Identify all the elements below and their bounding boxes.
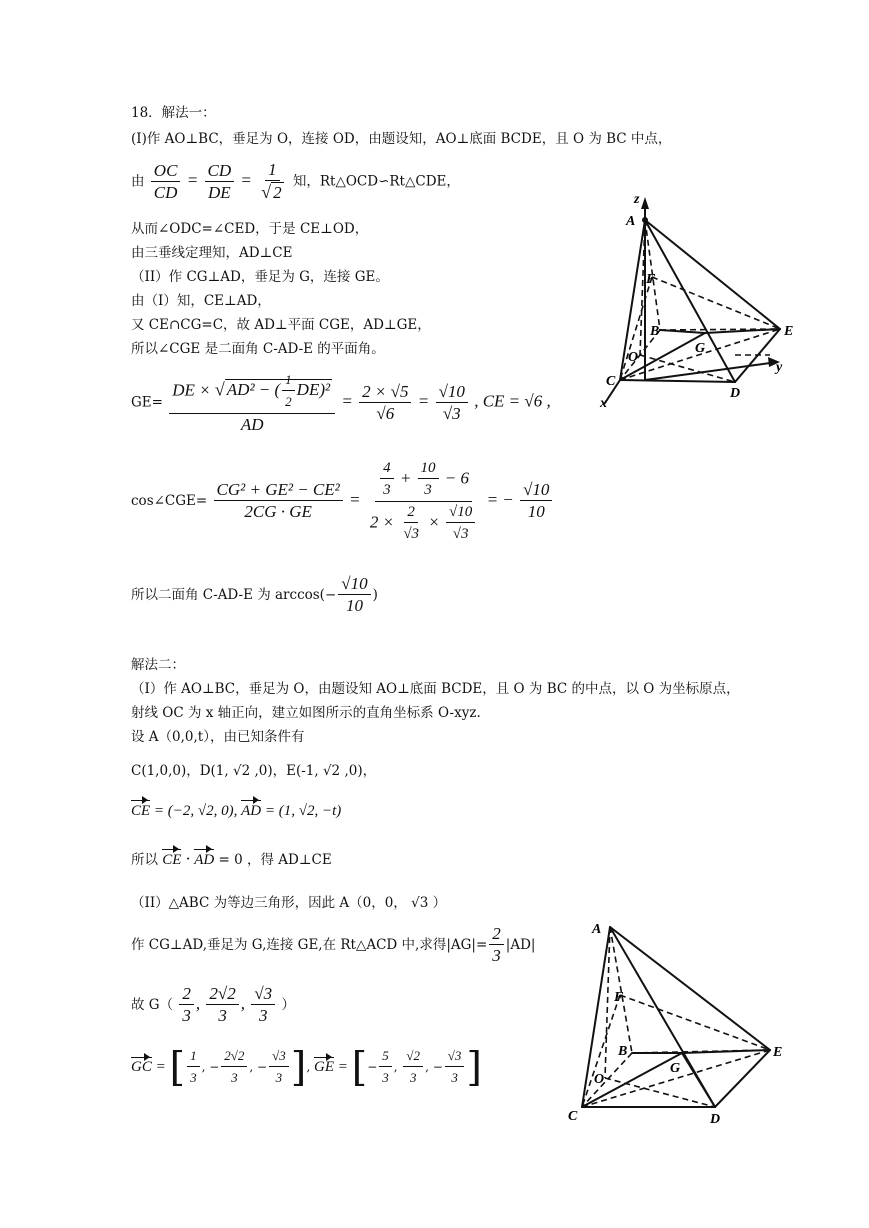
- text: , CE = √6 ,: [474, 391, 551, 411]
- cos-equation: cos∠CGE= $\frac{\text{CG² + GE² − CE²}}{2CG \cdot GE}$ = $\frac{4}{3}$ + $\frac{10}{3}$ − 6 2 × $\frac{2}{√3}$ × $\frac{√10}{√3}$ = − $\frac{√10}{10}$: [131, 458, 554, 545]
- vector-ce: CE: [131, 803, 151, 819]
- vector-ad: AD: [194, 852, 215, 868]
- vector-ce: CE: [162, 852, 182, 868]
- ge-equation: GE= DE × √ AD² − ( $\frac{1}{2}$ DE)² AD = $\frac{2 \times √5}{√6}$ = $\frac{√10}{√3}$ , CE = √6 ,: [131, 372, 551, 434]
- text-line: （II）△ABC 为等边三角形，因此 A（0，0， √3 ）: [131, 895, 447, 911]
- label-C: C: [568, 1109, 578, 1124]
- edge-FE: [620, 995, 770, 1050]
- text-line: 由（I）知，CE⊥AD，: [131, 293, 271, 309]
- vertex-A: [642, 217, 648, 223]
- fraction: DE × √ AD² − ( $\frac{1}{2}$ DE)² AD: [169, 370, 335, 436]
- edge-DE: [715, 1050, 770, 1107]
- label-D: D: [710, 1112, 721, 1127]
- label-z: z: [634, 192, 640, 207]
- text-line: （I）作 AO⊥BC，垂足为 O，由题设知 AO⊥底面 BCDE，且 O 为 BC 的中点，以 O 为坐标原点，: [131, 681, 740, 697]
- text: 知，Rt△OCD∽Rt△CDE，: [292, 173, 460, 190]
- label-x: x: [600, 396, 607, 411]
- vector-ge: GE: [313, 1059, 334, 1075]
- edge-OD: [605, 1078, 715, 1107]
- text-line: 由三垂线定理知，AD⊥CE: [131, 245, 293, 261]
- fraction: $\frac{2}{3}$: [179, 984, 194, 1027]
- text-line: （II）作 CG⊥AD，垂足为 G，连接 GE。: [131, 269, 389, 285]
- text: 所以二面角 C-AD-E 为 arccos(−: [131, 587, 337, 603]
- edge-AE: [610, 927, 770, 1050]
- label-A: A: [592, 922, 602, 937]
- coordinates-line: C(1,0,0)，D(1, √2 ,0)，E(-1, √2 ,0)，: [131, 763, 377, 779]
- pyramid-figure-2: [560, 915, 790, 1130]
- vector-gc: GC: [131, 1059, 152, 1075]
- fraction: $\frac{OC}{CD}$: [151, 161, 181, 204]
- fraction: $\frac{2}{3}$: [489, 924, 504, 967]
- text-line: 所以∠CGE 是二面角 C-AD-E 的平面角。: [131, 341, 385, 357]
- label-E: E: [784, 324, 794, 339]
- text-line: 又 CE∩CG=C，故 AD⊥平面 CGE，AD⊥GE，: [131, 317, 431, 333]
- label-D: D: [730, 386, 741, 401]
- text-line: 射线 OC 为 x 轴正向，建立如图所示的直角坐标系 O-xyz.: [131, 705, 481, 721]
- text-line: 设 A（0,0,t），由已知条件有: [131, 729, 305, 745]
- gc-ge-vectors: GC = [ $\frac{1}{3}$ , − $\frac{2√2}{3}$ , − $\frac{√3}{3}$ ], GE = [− $\frac{5}{3}$ , $\frac{√2}{3}$ , − $\frac{√3}{3}$ ]: [131, 1044, 482, 1091]
- label-y: y: [776, 360, 783, 375]
- fraction: $\frac{√10}{√3}$: [436, 382, 468, 425]
- edge-AE: [645, 220, 780, 329]
- label: cos∠CGE=: [131, 493, 208, 509]
- fraction: $\frac{2 \times √5}{√6}$: [359, 382, 411, 425]
- g-coordinates: 故 G（ $\frac{2}{3}$ , $\frac{2√2}{3}$ , $\frac{√3}{3}$ ）: [131, 984, 295, 1025]
- edge-BE: [660, 329, 780, 330]
- label-A: A: [626, 214, 636, 229]
- fraction: $\frac{\text{CG² + GE² − CE²}}{2CG \cdot GE}$: [214, 480, 343, 523]
- ag-line: 作 CG⊥AD,垂足为 G,连接 GE,在 Rt△ACD 中,求得|AG|= $\frac{2}{3}$ |AD|: [131, 924, 536, 965]
- label-B: B: [618, 1044, 628, 1059]
- vector-line: CE = (−2, √2, 0), AD = (1, √2, −t): [131, 803, 342, 819]
- text: 由: [131, 173, 145, 190]
- label: GE=: [131, 394, 163, 411]
- fraction: $\frac{4}{3}$ + $\frac{10}{3}$ − 6 2 × $\frac{2}{√3}$ × $\frac{√10}{√3}$: [367, 458, 480, 545]
- fraction: $\frac{2√2}{3}$: [206, 984, 238, 1027]
- edge-FE: [652, 277, 780, 329]
- fraction: $\frac{√3}{3}$: [251, 984, 275, 1027]
- pyramid-figure-1: [590, 185, 810, 415]
- dot-product-line: 所以 CE · AD = 0 ，得 AD⊥CE: [131, 849, 332, 868]
- fraction: $\frac{1}{√ 2}$: [261, 160, 282, 202]
- text-line: 从而∠ODC=∠CED，于是 CE⊥OD，: [131, 221, 369, 237]
- fraction: $\frac{CD}{DE}$: [205, 161, 235, 204]
- label-B: B: [650, 324, 660, 339]
- label-E: E: [773, 1045, 783, 1060]
- label-F: F: [646, 272, 656, 287]
- z-arrow-icon: [641, 197, 649, 209]
- label-O: O: [628, 350, 639, 365]
- text-line: (I)作 AO⊥BC，垂足为 O，连接 OD，由题设知，AO⊥底面 BCDE，且 O 为 BC 中点，: [131, 131, 672, 147]
- y-axis: [645, 363, 770, 380]
- fraction: $\frac{√10}{10}$: [520, 480, 552, 523]
- label-C: C: [606, 374, 616, 389]
- edge-CD: [620, 380, 735, 382]
- label-G: G: [695, 341, 706, 356]
- label-F: F: [614, 990, 624, 1005]
- answer-line: 所以二面角 C-AD-E 为 arccos(− $\frac{√10}{10}$ ): [131, 574, 378, 615]
- fraction: $\frac{√10}{10}$: [338, 574, 370, 617]
- label-O: O: [594, 1072, 605, 1087]
- solution-heading: 解法二：: [131, 657, 185, 673]
- solution-heading: 18．解法一：: [131, 105, 216, 121]
- vector-ad: AD: [241, 803, 262, 819]
- ratio-equation: 由 $\frac{OC}{CD}$ = $\frac{CD}{DE}$ = $\frac{1}{√ 2}$ 知，Rt△OCD∽Rt△CDE，: [131, 160, 460, 202]
- label-G: G: [670, 1061, 681, 1076]
